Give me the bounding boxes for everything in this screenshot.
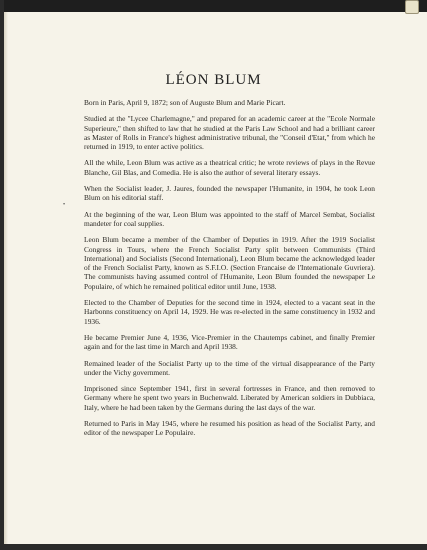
paragraph-birth: Born in Paris, April 9, 1872; son of Auguste Blum and Marie Picart.: [84, 98, 286, 107]
paragraph-elected: Elected to the Chamber of Deputies for the second time in 1924, elected to a vacant seat in the Harbonns constituency on April 14, 1929. He was re-elected in the same constituency in 1932 and 1936.: [84, 298, 375, 326]
biography-text: [84, 98, 375, 445]
paragraph-returned: Returned to Paris in May 1945, where he resumed his position as head of the Socialist Party, and editor of the newspaper Le Populaire.: [84, 419, 375, 438]
paragraph-premier: He became Premier June 4, 1936, Vice-Premier in the Chautemps cabinet, and finally Premier again and for the last time in March and April 1938.: [84, 332, 375, 352]
paragraph-education: Studied at the "Lycee Charlemagne," and prepared for an academic career at the "Ecole Normale Superieure," then shifted to law that he studied at the Paris Law School and had a brilliant career as Master of Rolls in France's highest administrative tribunal, the "Conseil d'Etat," from which he returned in 1919, to enter active politics.: [84, 114, 375, 152]
paragraph-war: At the beginning of the war, Leon Blum was appointed to the staff of Marcel Sembat, Socialist mandeter for coal supplies.: [84, 209, 375, 228]
page-title: LÉON BLUM: [165, 72, 262, 88]
paragraph-critic: All the while, Leon Blum was active as a theatrical critic; he wrote reviews of plays in the Revue Blanche, Gil Blas, and Comedia. He is also the author of several literary essays.: [84, 158, 375, 177]
corner-tab-icon: [405, 0, 419, 14]
paragraph-leader: Remained leader of the Socialist Party up to the time of the virtual disappearance of the Party under the Vichy government.: [84, 358, 375, 377]
scan-frame-bottom: [0, 544, 427, 550]
paragraph-deputies: Leon Blum became a member of the Chamber of Deputies in 1919. After the 1919 Socialist Congress in Tours, where the French Socialist Party split between Communists (Third International) and Socialists (Second International), Leon Blum became the acknowledged leader of the French Socialist Party, known as S.F.I.O. (Section Francaise de l'Internationale Guvriera). The communists having assumed control of l'Humanite, Leon Blum founded the newspaper Le Populaire, of which he remained political editor until June, 1938.: [84, 235, 375, 291]
paragraph-humanite: When the Socialist leader, J. Jaures, founded the newspaper l'Humanite, in 1904, he took Leon Blum on his editorial staff.: [84, 184, 375, 203]
paragraph-imprisoned: Imprisoned since September 1941, first in several fortresses in France, and then removed to Germany where he spent two years in Buchenwald. Liberated by American soldiers in Dubbiaca, Italy, where he had been taken by the Germans during the last days of the war.: [84, 384, 375, 412]
paper-edge-shadow: [4, 12, 8, 544]
margin-dot-icon: •: [63, 202, 66, 208]
